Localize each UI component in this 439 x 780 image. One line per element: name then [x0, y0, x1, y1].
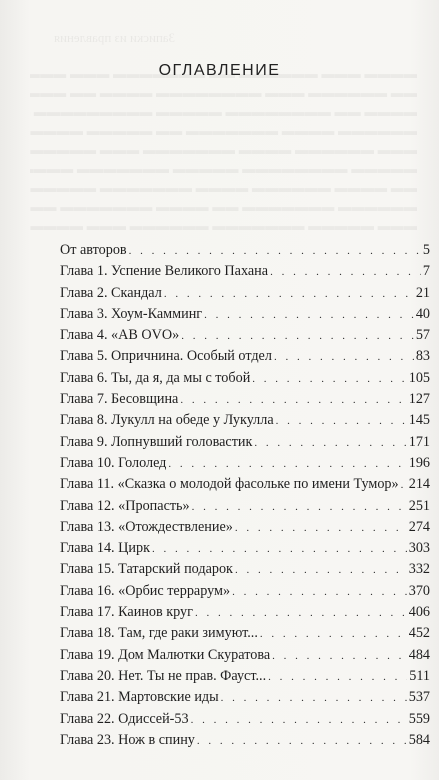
toc-entry-page: 196 [408, 454, 430, 471]
toc-entry[interactable] [60, 623, 430, 644]
toc-entry[interactable] [60, 368, 430, 389]
toc-leader-dots [221, 688, 407, 709]
toc-entry-title: Глава 21. Мартовские иды [60, 689, 219, 706]
toc-entry-page: 274 [408, 518, 430, 535]
toc-leader-dots [204, 305, 414, 326]
toc-entry-page: 21 [415, 284, 430, 301]
toc-entry[interactable] [60, 453, 430, 474]
toc-entry[interactable] [60, 645, 430, 666]
toc-entry-page: 214 [408, 476, 430, 493]
page-title: ОГЛАВЛЕНИЕ [158, 62, 281, 79]
toc-entry-page: 584 [408, 731, 430, 748]
toc-entry[interactable] [60, 602, 430, 623]
toc-leader-dots [152, 539, 407, 560]
toc-entry-page: 370 [408, 582, 430, 599]
toc-entry[interactable] [60, 240, 430, 261]
toc-entry[interactable] [60, 517, 430, 538]
toc-entry-title: Глава 16. «Орбис террарум» [60, 582, 231, 599]
toc-leader-dots [260, 624, 407, 645]
toc-entry-title: Глава 17. Каинов круг [60, 604, 193, 621]
toc-entry[interactable] [60, 474, 430, 495]
toc-entry-title: Глава 18. Там, где раки зимуют... [60, 625, 258, 642]
toc-entry[interactable] [60, 581, 430, 602]
toc-entry-title: Глава 14. Цирк [60, 540, 150, 557]
toc-entry-page: 559 [408, 710, 430, 727]
toc-entry-title: От авторов [60, 242, 127, 258]
toc-entry-page: 40 [415, 305, 430, 322]
toc-entry[interactable] [60, 346, 430, 367]
toc-entry[interactable] [60, 538, 430, 559]
toc-leader-dots [401, 475, 407, 496]
toc-entry-page: 537 [408, 689, 430, 706]
table-of-contents [60, 240, 430, 751]
toc-entry-page: 251 [408, 497, 430, 514]
bleed-through-heading: Записки из правления [54, 30, 176, 45]
toc-entry-page: 83 [415, 348, 430, 365]
toc-entry[interactable] [60, 559, 430, 580]
toc-leader-dots [254, 433, 406, 454]
toc-entry-page: 105 [408, 369, 430, 386]
toc-leader-dots [274, 347, 414, 368]
toc-entry-page: 452 [408, 625, 430, 642]
toc-entry[interactable] [60, 325, 430, 346]
toc-entry-page: 303 [408, 540, 430, 557]
toc-leader-dots [235, 560, 407, 581]
toc-entry[interactable] [60, 410, 430, 431]
toc-entry-title: Глава 7. Бесовщина [60, 391, 179, 408]
toc-leader-dots [195, 603, 407, 624]
toc-leader-dots [129, 241, 421, 262]
toc-leader-dots [181, 326, 414, 347]
toc-entry-title: Глава 4. «AB OVO» [60, 327, 180, 344]
toc-entry-title: Глава 2. Скандал [60, 284, 162, 301]
toc-entry-title: Глава 19. Дом Малютки Скуратова [60, 646, 271, 663]
toc-entry-page: 57 [415, 327, 430, 344]
toc-entry-page: 7 [422, 263, 430, 280]
toc-entry-title: Глава 10. Гололед [60, 454, 167, 471]
toc-entry[interactable] [60, 666, 430, 687]
toc-entry-title: Глава 5. Опричнина. Особый отдел [60, 348, 272, 365]
toc-leader-dots [168, 454, 406, 475]
toc-entry-title: Глава 22. Одиссей-53 [60, 710, 189, 727]
toc-entry-page: 484 [408, 646, 430, 663]
toc-entry-title: Глава 11. «Сказка о молодой фасольке по имени Тумор» [60, 476, 399, 493]
toc-entry[interactable] [60, 432, 430, 453]
toc-entry-title: Глава 20. Нет. Ты не прав. Фауст... [60, 667, 267, 684]
toc-leader-dots [268, 667, 407, 688]
toc-leader-dots [235, 518, 407, 539]
toc-leader-dots [276, 411, 407, 432]
toc-leader-dots [252, 369, 406, 390]
toc-entry[interactable] [60, 496, 430, 517]
toc-entry-title: Глава 9. Лопнувший головастик [60, 433, 253, 450]
toc-entry[interactable] [60, 304, 430, 325]
toc-entry-title: Глава 15. Татарский подарок [60, 561, 233, 578]
toc-entry-title: Глава 8. Лукулл на обеде у Лукулла [60, 412, 274, 429]
toc-entry[interactable] [60, 709, 430, 730]
toc-entry-page: 5 [422, 242, 430, 258]
toc-entry-title: Глава 3. Хоум-Камминг [60, 305, 203, 322]
toc-leader-dots [180, 390, 406, 411]
toc-entry[interactable] [60, 730, 430, 751]
toc-entry[interactable] [60, 261, 430, 282]
toc-entry-title: Глава 13. «Отождествление» [60, 518, 233, 535]
toc-entry-title: Глава 23. Нож в спину [60, 731, 195, 748]
toc-entry-page: 332 [408, 561, 430, 578]
toc-leader-dots [191, 710, 407, 731]
toc-entry[interactable] [60, 283, 430, 304]
toc-leader-dots [270, 262, 421, 283]
toc-entry-title: Глава 1. Успение Великого Пахана [60, 263, 269, 280]
toc-leader-dots [272, 646, 407, 667]
toc-entry-page: 511 [409, 667, 430, 684]
toc-entry-page: 171 [408, 433, 430, 450]
toc-leader-dots [197, 731, 407, 752]
toc-entry-page: 406 [408, 604, 430, 621]
toc-leader-dots [164, 284, 414, 305]
toc-leader-dots [192, 497, 407, 518]
bleed-through-text [30, 64, 417, 235]
toc-entry[interactable] [60, 687, 430, 708]
toc-entry-title: Глава 6. Ты, да я, да мы с тобой [60, 369, 251, 386]
toc-entry-page: 145 [408, 412, 430, 429]
toc-entry-page: 127 [408, 391, 430, 408]
toc-leader-dots [232, 582, 407, 603]
toc-entry-title: Глава 12. «Пропасть» [60, 497, 190, 514]
toc-entry[interactable] [60, 389, 430, 410]
